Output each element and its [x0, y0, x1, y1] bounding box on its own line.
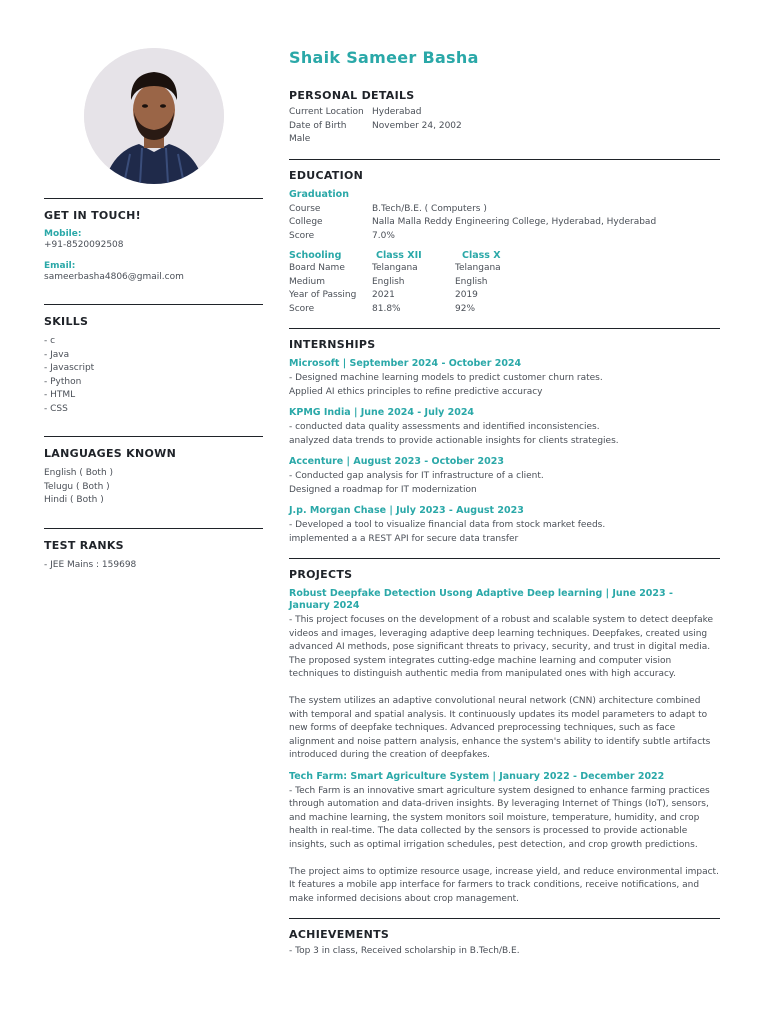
schooling-field: Year of Passing — [289, 290, 357, 300]
projects-heading: PROJECTS — [289, 568, 353, 581]
profile-photo — [84, 48, 224, 184]
class-x-value: 92% — [455, 303, 476, 314]
detail-value: November 24, 2002 — [372, 120, 462, 131]
class-x-value: Telangana — [455, 263, 501, 273]
education-heading: EDUCATION — [289, 168, 364, 182]
internship-title: Microsoft | September 2024 - October 2024 — [289, 358, 522, 369]
class-xii-label: Class XII — [376, 250, 422, 261]
education-row — [289, 230, 720, 244]
project-line: introduced during the creation of deepfakes. — [289, 750, 491, 760]
personal-details-heading: PERSONAL DETAILS — [289, 89, 415, 102]
mobile-label: Mobile: — [44, 229, 82, 239]
schooling-row — [289, 276, 720, 290]
internship-line: - Developed a tool to visualize financial data from stock market feeds. — [289, 520, 606, 530]
schooling-field: Board Name — [289, 263, 345, 273]
language-item: Telugu ( Both ) — [44, 481, 110, 492]
education-row — [289, 216, 720, 230]
skill-item: - HTML — [44, 390, 76, 400]
skill-item: - CSS — [44, 403, 68, 414]
class-xii-value: 2021 — [372, 290, 395, 300]
class-x-value: 2019 — [455, 290, 478, 300]
internships-heading: INTERNSHIPS — [289, 338, 376, 351]
internship-title: KPMG India | June 2024 - July 2024 — [289, 407, 475, 418]
schooling-row — [289, 262, 720, 276]
education-section — [289, 159, 720, 317]
project-line: make informed decisions about crop management. — [289, 893, 520, 904]
skills-heading: SKILLS — [44, 315, 89, 328]
test-ranks-section — [44, 528, 263, 573]
projects-section — [289, 558, 720, 906]
education-value: Nalla Malla Reddy Engineering College, Hyderabad, Hyderabad — [372, 217, 657, 227]
project-line: alignment and noise pattern analysis, enhance the system's ability to identify subtle artifacts — [289, 736, 711, 747]
contact-heading: GET IN TOUCH! — [44, 209, 141, 222]
graduation-label: Graduation — [289, 188, 349, 200]
detail-label: Date of Birth — [289, 120, 347, 131]
project-line: - This project focuses on the development of a robust and scalable system to detect deepfake — [289, 615, 714, 625]
project-line: It features a mobile app interface for farmers to track conditions, receive notifications, and — [289, 880, 700, 890]
candidate-name: Shaik Sameer Basha — [289, 48, 479, 67]
detail-row — [289, 120, 720, 134]
class-x-label: Class X — [462, 250, 501, 261]
detail-value — [372, 133, 720, 147]
contact-section — [44, 198, 263, 290]
achievements-heading: ACHIEVEMENTS — [289, 928, 390, 941]
education-value: B.Tech/B.E. ( Computers ) — [372, 203, 487, 214]
language-item: Hindi ( Both ) — [44, 495, 104, 505]
project-line: new forms of deepfake techniques. Advanced preprocessing techniques, such as face — [289, 723, 676, 733]
education-label: Score — [289, 230, 315, 241]
languages-heading: LANGUAGES KNOWN — [44, 447, 177, 460]
project-line: The project aims to optimize resource usage, increase yield, and reduce environmental impact. — [289, 866, 719, 877]
internship-line: - conducted data quality assessments and identified inconsistencies. — [289, 422, 600, 432]
project-line: through automation and data-driven insights. By leveraging Internet of Things (IoT), sensors, — [289, 799, 709, 809]
main-content — [289, 48, 720, 959]
education-value: 7.0% — [372, 230, 395, 241]
email-label: Email: — [44, 260, 76, 271]
project-title: Tech Farm: Smart Agriculture System | January 2022 - December 2022 — [289, 770, 665, 782]
project-title-line: Robust Deepfake Detection Usong Adaptive Deep learning | June 2023 - — [289, 588, 673, 599]
schooling-field: Medium — [289, 276, 325, 287]
mobile-number: +91-8520092508 — [44, 240, 124, 250]
detail-label: Current Location — [289, 107, 364, 117]
project-line: and machine learning, the system monitors soil moisture, temperature, humidity, and crop — [289, 812, 700, 823]
project-line: - Tech Farm is an innovative smart agriculture system designed to enhance farming practices — [289, 785, 710, 796]
project-title-line: January 2024 — [289, 600, 360, 611]
detail-row — [289, 106, 720, 120]
test-rank-item: - JEE Mains : 159698 — [44, 559, 137, 570]
language-item: English ( Both ) — [44, 468, 114, 478]
internship-line: Designed a roadmap for IT modernization — [289, 484, 477, 495]
schooling-field: Score — [289, 303, 315, 314]
detail-row — [289, 133, 720, 147]
project-line: advanced AI methods, pose significant threats to privacy, security, and trust in digital media. — [289, 642, 711, 652]
education-label: College — [289, 217, 323, 227]
personal-details-section — [289, 89, 720, 147]
class-xii-value: English — [372, 276, 405, 287]
internship-line: implemented a a REST API for secure data transfer — [289, 533, 519, 544]
internship-line: analyzed data trends to provide actionable insights for clients strategies. — [289, 435, 619, 446]
schooling-label: Schooling — [289, 250, 342, 261]
project-line: videos and images, leveraging adaptive deep learning techniques. Deepfakes, created using — [289, 628, 708, 639]
education-row — [289, 203, 720, 217]
class-xii-value: 81.8% — [372, 303, 401, 314]
project-line: health in real-time. The data collected by the sensors is processed to provide actionable — [289, 826, 688, 836]
project-line: The proposed system integrates cutting-edge machine learning and computer vision — [289, 655, 672, 666]
internship-title: J.p. Morgan Chase | July 2023 - August 2023 — [289, 505, 524, 516]
internship-line: Applied AI ethics principles to refine predictive accuracy — [289, 386, 543, 397]
internships-section — [289, 328, 720, 546]
project-title — [289, 588, 720, 612]
achievement-item: - Top 3 in class, Received scholarship in B.Tech/B.E. — [289, 946, 520, 956]
email-address: sameerbasha4806@gmail.com — [44, 271, 184, 282]
skill-item: - Javascript — [44, 363, 95, 373]
achievements-section — [289, 918, 720, 959]
project-line: insights, such as optimal irrigation schedules, pest detection, and crop growth predictions. — [289, 839, 698, 850]
project-line: with temporal and spatial analysis. It continuously updates its model parameters to adapt to — [289, 709, 708, 720]
project-line: The system utilizes an adaptive convolutional neural network (CNN) architecture combined — [289, 696, 701, 706]
class-x-value: English — [455, 276, 488, 287]
internship-line: - Designed machine learning models to predict customer churn rates. — [289, 373, 603, 383]
internship-title: Accenture | August 2023 - October 2023 — [289, 456, 504, 467]
schooling-row — [289, 289, 720, 303]
test-ranks-heading: TEST RANKS — [44, 538, 124, 552]
schooling-header-row — [289, 250, 720, 261]
detail-label: Male — [289, 134, 311, 144]
detail-value: Hyderabad — [372, 107, 422, 117]
education-label: Course — [289, 203, 321, 214]
sidebar — [44, 48, 263, 572]
project-line: techniques to distinguish authentic media from manipulated ones with high accuracy. — [289, 669, 676, 679]
languages-section — [44, 436, 263, 514]
schooling-row — [289, 303, 720, 317]
skill-item: - c — [44, 336, 56, 346]
skill-item: - Python — [44, 376, 82, 387]
skills-section — [44, 304, 263, 422]
internship-line: - Conducted gap analysis for IT infrastructure of a client. — [289, 471, 544, 481]
class-xii-value: Telangana — [372, 263, 418, 273]
skill-item: - Java — [44, 349, 70, 360]
